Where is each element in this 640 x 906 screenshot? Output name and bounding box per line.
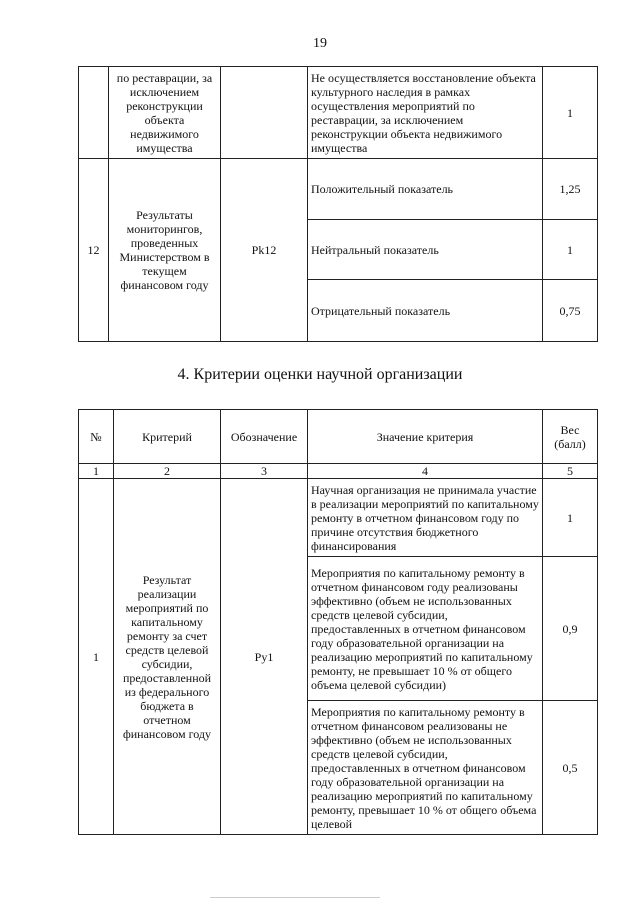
code-cell: Py1 bbox=[221, 479, 308, 835]
column-number: 4 bbox=[308, 464, 543, 479]
criterion-cell: по реставрации, за исключением реконструкции объекта недвижимого имущества bbox=[109, 67, 221, 159]
weight-cell: 1 bbox=[543, 479, 598, 557]
column-number: 3 bbox=[221, 464, 308, 479]
column-number: 5 bbox=[543, 464, 598, 479]
weight-cell: 0,9 bbox=[543, 557, 598, 701]
column-number-row bbox=[79, 464, 598, 479]
header-code: Обозначение bbox=[221, 410, 308, 464]
table-row bbox=[79, 479, 598, 557]
header-criterion: Критерий bbox=[114, 410, 221, 464]
criterion-value-cell: Отрицательный показатель bbox=[308, 280, 543, 342]
page-number: 19 bbox=[313, 36, 327, 51]
column-number: 2 bbox=[114, 464, 221, 479]
table-row bbox=[79, 159, 598, 220]
criterion-value-cell: Положительный показатель bbox=[308, 159, 543, 220]
weight-cell: 0,75 bbox=[543, 280, 598, 342]
criteria-table-continued bbox=[78, 66, 598, 342]
criterion-value-cell: Мероприятия по капитальному ремонту в отчетном финансовом году реализованы эффективно (объем не использованных средств целевой субсидии, предоставленных в отчетном финансовом году образовательной организации на реализацию мероприятий по капитальному ремонту, не превышает 10 % от общего объема целевой субсидии) bbox=[308, 557, 543, 701]
criterion-value-cell: Научная организация не принимала участие в реализации мероприятий по капитальному ремонту в отчетном финансовом году по причине отсутствия бюджетного финансирования bbox=[308, 479, 543, 557]
section-title: 4. Критерии оценки научной организации bbox=[177, 366, 463, 383]
criterion-value-cell: Нейтральный показатель bbox=[308, 220, 543, 280]
code-cell: Pk12 bbox=[221, 159, 308, 342]
weight-cell: 1 bbox=[543, 67, 598, 159]
weight-cell: 1 bbox=[543, 220, 598, 280]
criterion-value-cell: Не осуществляется восстановление объекта культурного наследия в рамках осуществления мероприятий по реставрации, за исключением реконструкции объекта недвижимого имущества bbox=[308, 67, 543, 159]
column-number: 1 bbox=[79, 464, 114, 479]
header-number: № bbox=[79, 410, 114, 464]
weight-cell: 1,25 bbox=[543, 159, 598, 220]
code-cell bbox=[221, 67, 308, 159]
table-header-row bbox=[79, 410, 598, 464]
criterion-cell: Результаты мониторингов, проведенных Министерством в текущем финансовом году bbox=[109, 159, 221, 342]
criterion-value-cell: Мероприятия по капитальному ремонту в отчетном финансовом реализованы не эффективно (объем не использованных средств целевой субсидии, предоставленных в отчетном финансовом году образовательной организации на реализацию мероприятий по капитальному ремонту, превышает 10 % от общего объема целевой bbox=[308, 701, 543, 835]
row-number bbox=[79, 67, 109, 159]
table-row bbox=[79, 67, 598, 159]
header-value: Значение критерия bbox=[308, 410, 543, 464]
row-number: 12 bbox=[79, 159, 109, 342]
scientific-organization-criteria-table bbox=[78, 409, 598, 835]
row-number: 1 bbox=[79, 479, 114, 835]
header-weight: Вес (балл) bbox=[543, 410, 598, 464]
weight-cell: 0,5 bbox=[543, 701, 598, 835]
criterion-cell: Результат реализации мероприятий по капитальному ремонту за счет средств целевой субсидии, предоставленной из федерального бюджета в отчетном финансовом году bbox=[114, 479, 221, 835]
